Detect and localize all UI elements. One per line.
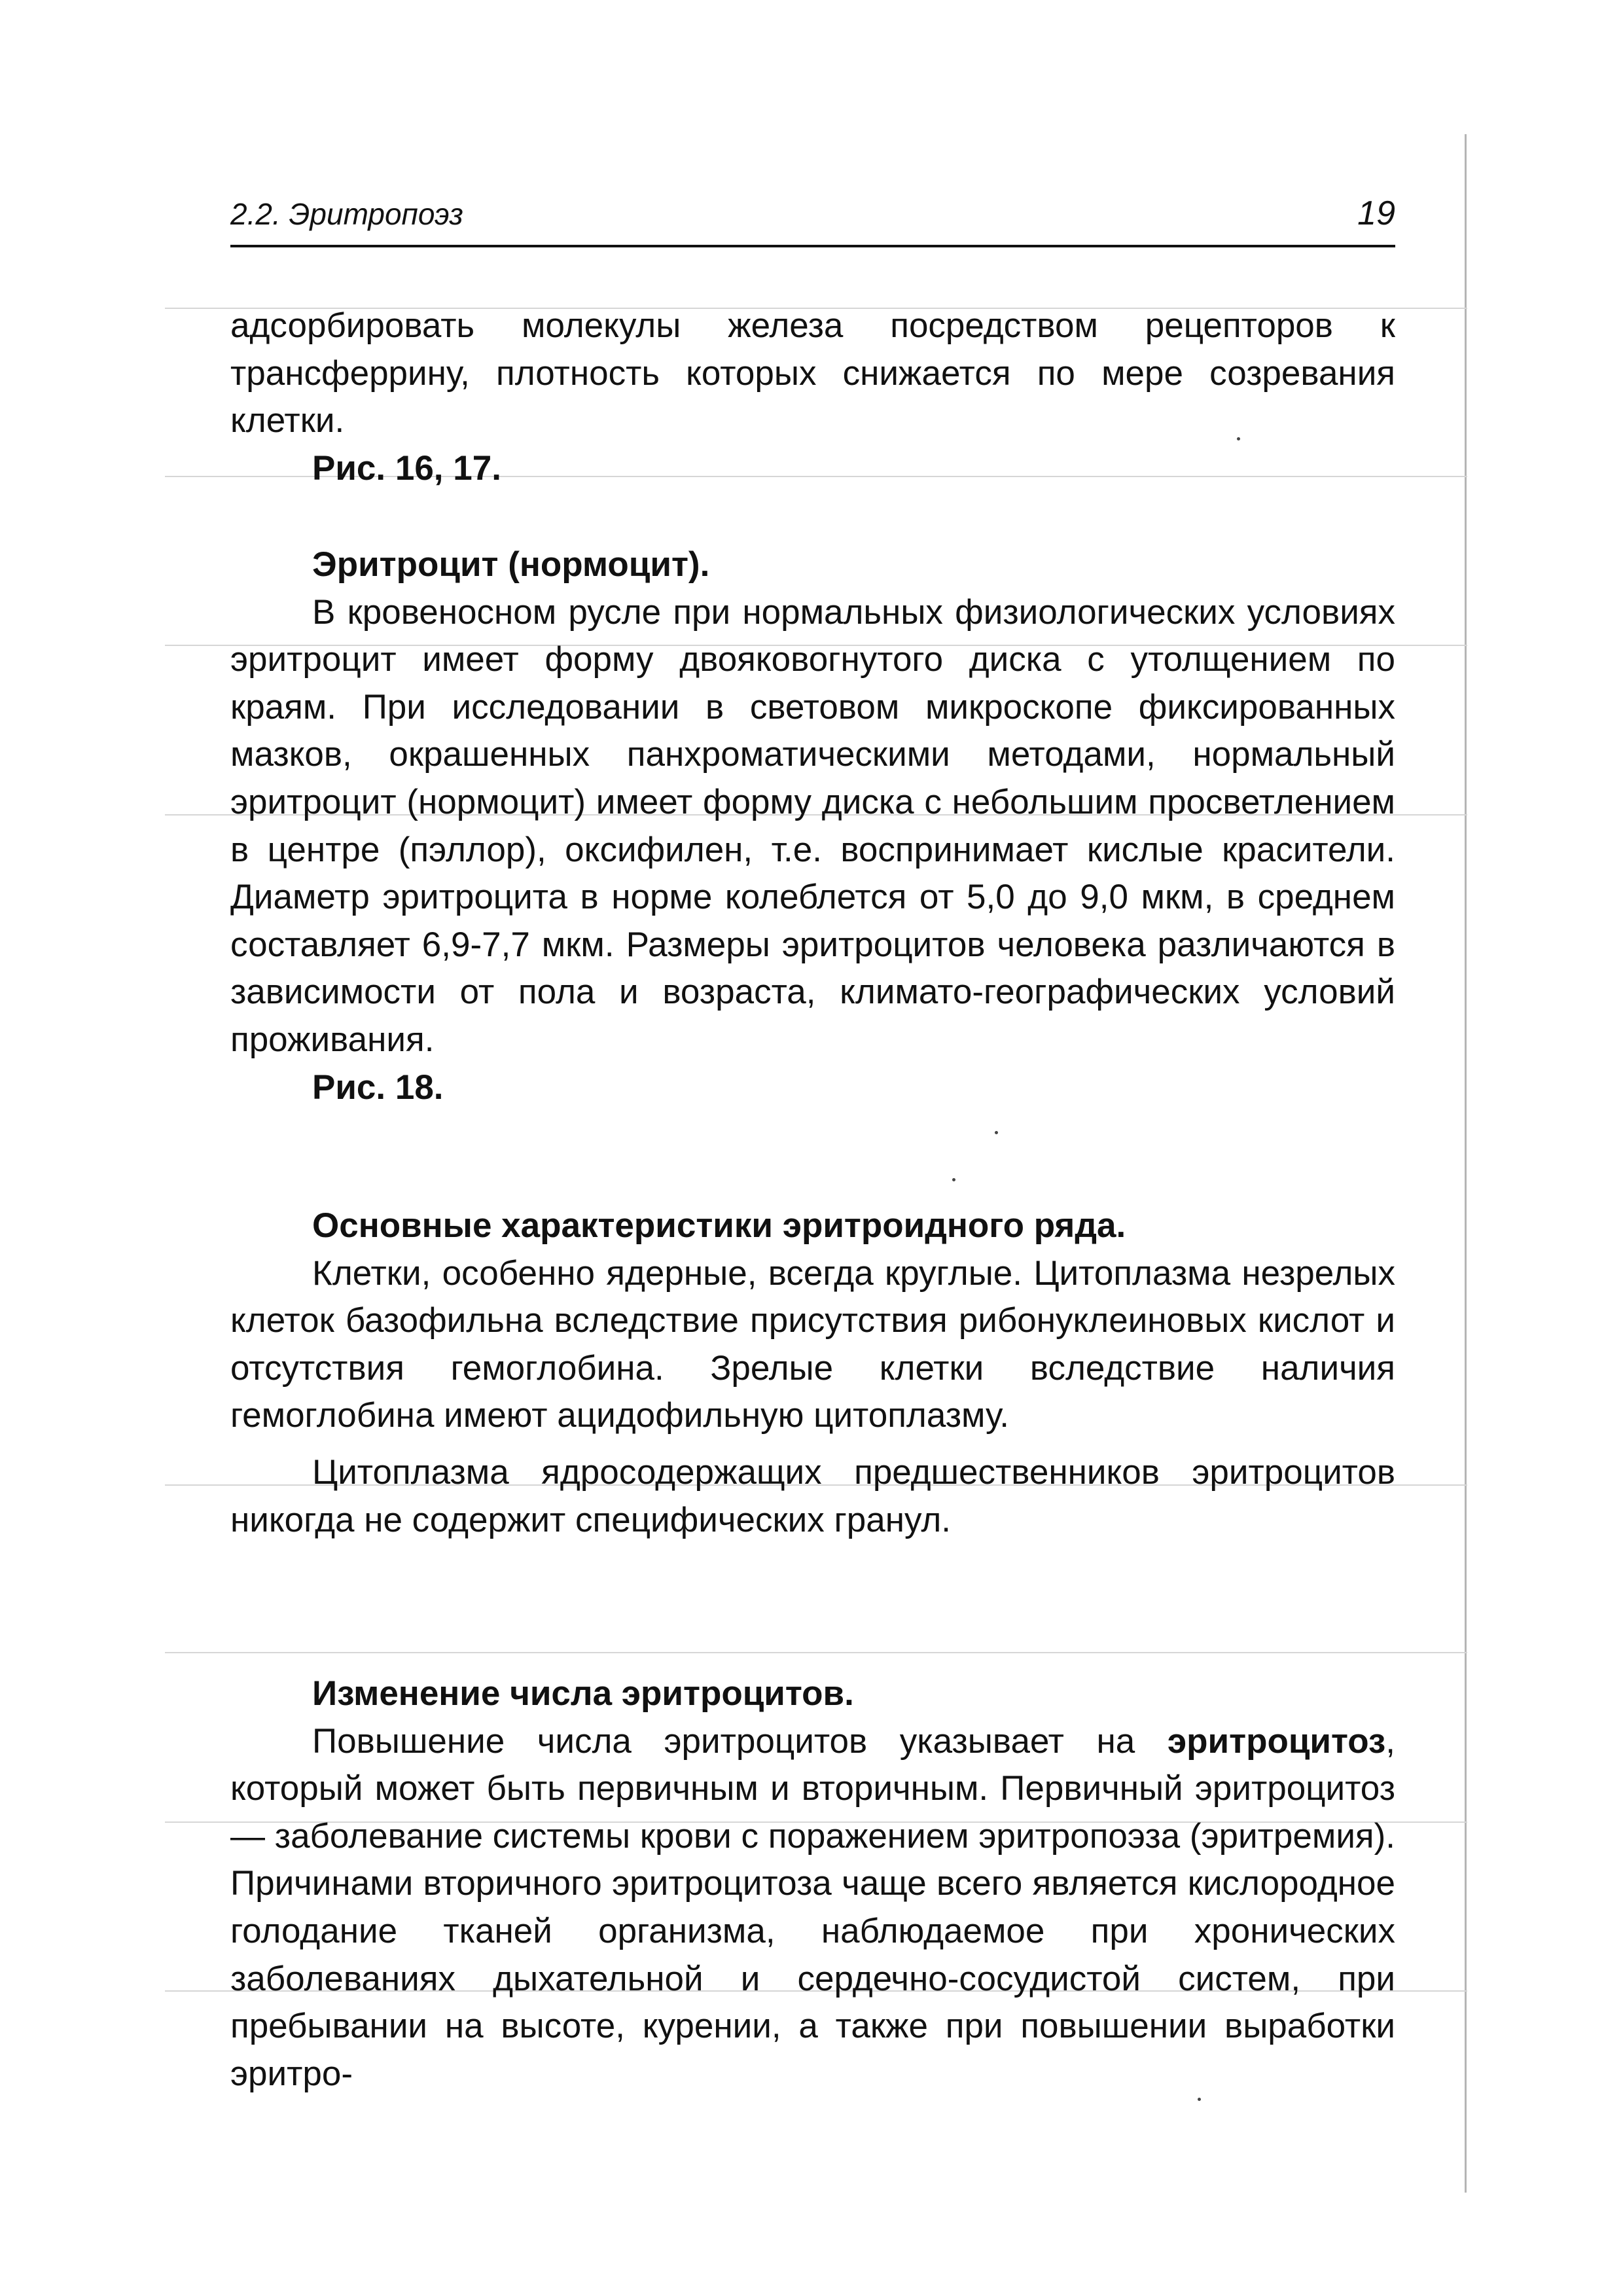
figure-reference-18: Рис. 18. [312,1067,444,1107]
characteristics-paragraph-1: Клетки, особенно ядерные, всегда круглые. Цитоплазма незрелых клеток базофильна вследствие присутствия рибонуклеиновых кислот и отсутствия гемоглобина. Зрелые клетки вследствие наличия гемоглобина имеют ацидофильную цитоплазму. [230,1253,1395,1435]
scan-speck [1198,2098,1201,2101]
intro-continuation-paragraph: адсорбировать молекулы железа посредством рецепторов к трансферрину, плотность которых снижается по мере созревания клетки. [230,306,1395,440]
count-lead-text: Повышение числа эритроцитов указывает на [312,1721,1168,1761]
count-rest-text: , который может быть первичным и вторичным. Первичный эритроцитоз — заболевание системы крови с поражением эритропоэза (эритремия). Причинами вторичного эритроцитоза чаще всего является кислородное голодание тканей организма, наблюдаемое при хронических заболеваниях дыхательной и сердечно-сосудистой систем, при пребывании на высоте, курении, а также при повышении выработки эритро- [230,1721,1395,2093]
figure-reference-block [230,445,1395,493]
count-change-section [230,1670,1395,2098]
page-number: 19 [1357,194,1395,232]
scan-speck [952,1178,955,1181]
heading-erythrocyte: Эритроцит (нормоцит). [312,545,710,584]
intro-paragraph-block [230,302,1395,445]
running-header [230,194,1395,247]
heading-characteristics: Основные характеристики эритроидного ряда. [312,1206,1126,1245]
page-edge-rule [1465,134,1467,2193]
characteristics-paragraph-2: Цитоплазма ядросодержащих предшественников эритроцитов никогда не содержит специфических гранул. [230,1452,1395,1539]
count-change-paragraph [230,1718,1395,2098]
erythrocytosis-term: эритроцитоз [1167,1721,1386,1761]
erythrocyte-paragraph: В кровеносном русле при нормальных физиологических условиях эритроцит имеет форму двояковогнутого диска с утолщением по краям. При исследовании в световом микроскопе фиксированных мазков, окрашенных панхроматическими методами, нормальный эритроцит (нормоцит) имеет форму диска с небольшим просветлением в центре (пэллор), оксифилен, т.е. воспринимает кислые красители. Диаметр эритроцита в норме колеблется от 5,0 до 9,0 мкм, в среднем составляет 6,9-7,7 мкм. Размеры эритроцитов человека различаются в зависимости от пола и возраста, климато-географических условий проживания. [230,592,1395,1059]
scan-artifact-line [165,1652,1467,1653]
heading-count-change: Изменение числа эритроцитов. [312,1674,854,1713]
section-title: 2.2. Эритропоэз [230,197,463,231]
figure-reference-16-17: Рис. 16, 17. [312,449,501,488]
characteristics-section [230,1202,1395,1544]
scan-speck [995,1131,998,1134]
erythrocyte-section [230,541,1395,1111]
